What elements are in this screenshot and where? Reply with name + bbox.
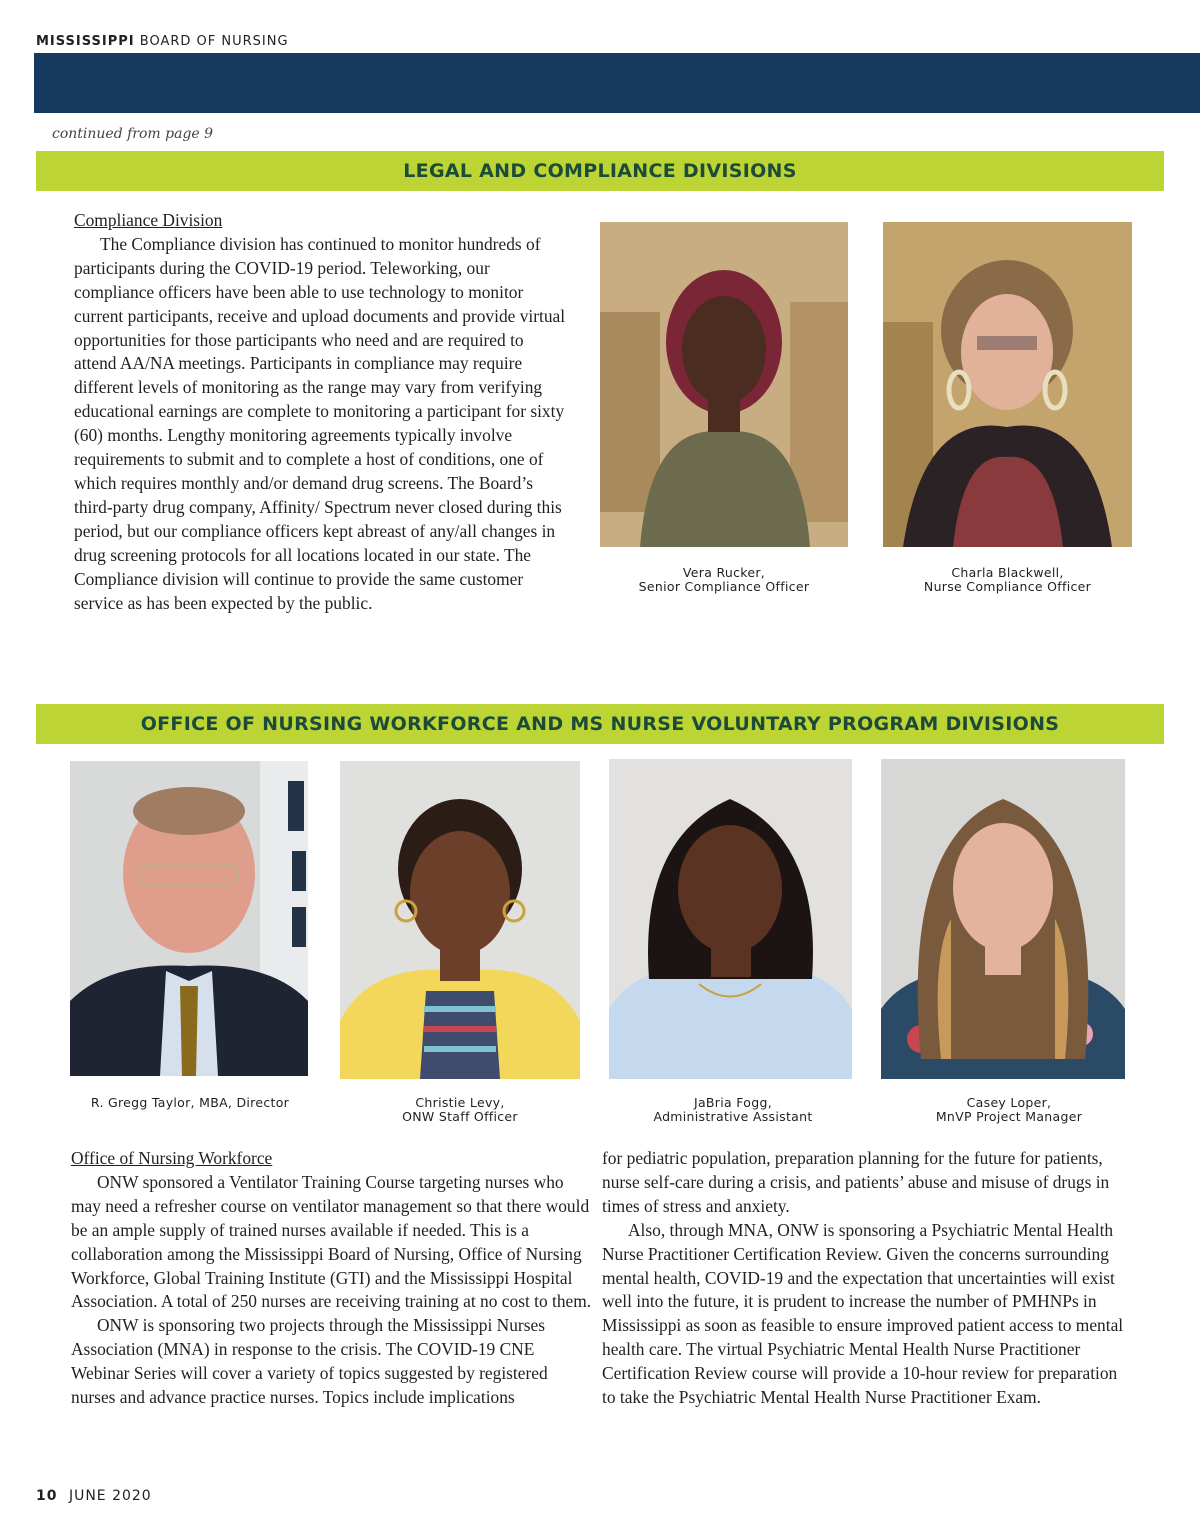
header-bar — [34, 53, 1200, 113]
compliance-heading: Compliance Division — [74, 210, 223, 230]
header-org-bold: MISSISSIPPI — [36, 34, 135, 49]
caption-name: JaBria Fogg, — [693, 1095, 772, 1110]
issue-date: JUNE 2020 — [68, 1488, 152, 1504]
photo-jabria-fogg — [609, 759, 852, 1079]
onw-paragraph-4: Also, through MNA, ONW is sponsoring a Psychiatric Mental Health Nurse Practitioner Certification Review. Given the concerns surrounding mental health, COVID-19 and the expectation that uncertainties will exist well into the future, it is prudent to increase the number of PMHNPs in Mississippi as soon as feasible to ensure improved patient access to mental health care. The virtual Psychiatric Mental Health Nurse Practitioner Certification Review course will provide a 10-hour review for preparation to take the Psychiatric Mental Health Nurse Practitioner Exam. — [602, 1219, 1124, 1408]
section-banner-legal: LEGAL AND COMPLIANCE DIVISIONS — [36, 151, 1164, 191]
caption-name: Casey Loper, — [966, 1095, 1052, 1110]
compliance-article — [74, 209, 566, 615]
onw-paragraph-1: ONW sponsored a Ventilator Training Course targeting nurses who may need a refresher course on ventilator management so that there would be an ample supply of trained nurses available if needed. This is a collaboration among the Mississippi Board of Nursing, Office of Nursing Workforce, Global Training Institute (GTI) and the Mississippi Hospital Association. A total of 250 nurses are receiving training at no cost to them. — [71, 1171, 592, 1312]
caption-name: Charla Blackwell, — [951, 565, 1064, 580]
caption-role: Senior Compliance Officer — [638, 579, 810, 594]
photo-charla-blackwell — [883, 222, 1132, 547]
onw-heading: Office of Nursing Workforce — [71, 1148, 273, 1168]
caption-role: ONW Staff Officer — [402, 1109, 518, 1124]
caption-charla-blackwell — [883, 566, 1132, 594]
continued-note: continued from page 9 — [52, 126, 214, 142]
onw-article-col1 — [71, 1147, 595, 1410]
caption-role: Nurse Compliance Officer — [923, 579, 1092, 594]
onw-article-col2 — [602, 1147, 1126, 1410]
page-number: 10 — [36, 1488, 58, 1504]
caption-name: Christie Levy, — [415, 1095, 505, 1110]
caption-jabria-fogg — [609, 1096, 857, 1124]
caption-christie-levy — [340, 1096, 580, 1124]
photo-gregg-taylor — [70, 761, 308, 1076]
caption-vera-rucker — [600, 566, 848, 594]
compliance-body: The Compliance division has continued to monitor hundreds of participants during the COVID-19 period. Teleworking, our compliance officers have been able to use technology to monitor current participants, receive and upload documents and provide virtual opportunities for those participants who need and are required to attend AA/NA meetings. Participants in compliance may require different levels of monitoring as the range may vary from verifying educational earnings are complete to monitoring a participant for sixty (60) months. Lengthy monitoring agreements typically involve requirements to submit and to complete a host of conditions, one of which requires monthly and/or demand drug screens. The Board’s third-party drug company, Affinity/ Spectrum never closed during this period, but our compliance officers kept abreast of any/all changes in drug screening protocols for all locations located in our state. The Compliance division will continue to provide the same customer service as has been expected by the public. — [74, 233, 566, 613]
caption-gregg-taylor — [70, 1096, 310, 1110]
caption-name: Vera Rucker, — [682, 565, 766, 580]
photo-christie-levy — [340, 761, 580, 1079]
onw-paragraph-3: for pediatric population, preparation planning for the future for patients, nurse self-care during a crisis, and patients’ abuse and misuse of drugs in times of stress and anxiety. — [602, 1148, 1110, 1216]
caption-name: R. Gregg Taylor, MBA, Director — [90, 1095, 290, 1110]
photo-casey-loper — [881, 759, 1125, 1079]
caption-casey-loper — [881, 1096, 1137, 1124]
caption-role: MnVP Project Manager — [935, 1109, 1083, 1124]
caption-role: Administrative Assistant — [653, 1109, 813, 1124]
header-org-rest: BOARD OF NURSING — [139, 34, 289, 49]
publication-header — [36, 34, 289, 49]
page-footer — [36, 1488, 152, 1504]
onw-paragraph-2: ONW is sponsoring two projects through the Mississippi Nurses Association (MNA) in response to the crisis. The COVID-19 CNE Webinar Series will cover a variety of topics suggested by registered nurses and advance practice nurses. Topics include implications — [71, 1315, 548, 1408]
photo-vera-rucker — [600, 222, 848, 547]
section-banner-workforce: OFFICE OF NURSING WORKFORCE AND MS NURSE VOLUNTARY PROGRAM DIVISIONS — [36, 704, 1164, 744]
